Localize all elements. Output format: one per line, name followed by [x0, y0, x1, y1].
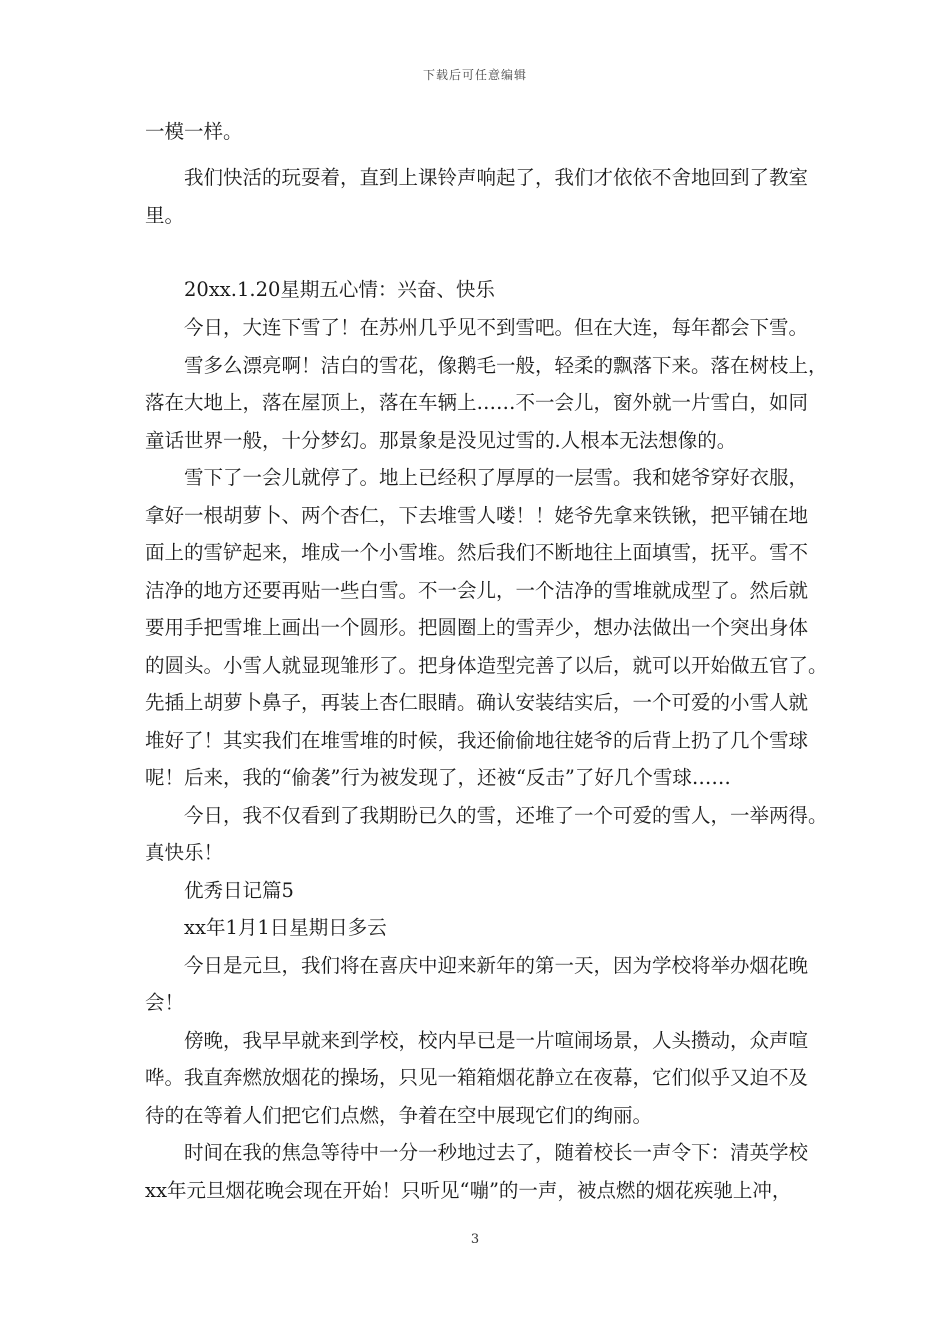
text-line: 会！: [145, 991, 185, 1014]
text-line: 堆好了！其实我们在堆雪堆的时候，我还偷偷地往姥爷的后背上扔了几个雪球: [145, 729, 809, 752]
diary-date-heading: 20xx.1.20星期五心情：兴奋、快乐: [184, 278, 495, 301]
text-line: 里。: [145, 204, 185, 227]
text-line: 拿好一根胡萝卜、两个杏仁，下去堆雪人喽！！姥爷先拿来铁锹，把平铺在地: [145, 504, 809, 527]
diary-date-heading: xx年1月1日星期日多云: [184, 916, 387, 939]
text-line: 真快乐！: [145, 841, 224, 864]
text-line: 我们快活的玩耍着，直到上课铃声响起了，我们才依依不舍地回到了教室: [184, 166, 809, 189]
text-line: 面上的雪铲起来，堆成一个小雪堆。然后我们不断地往上面填雪，抚平。雪不: [145, 541, 809, 564]
text-line: 待的在等着人们把它们点燃，争着在空中展现它们的绚丽。: [145, 1104, 653, 1127]
text-line: 今日，大连下雪了！在苏州几乎见不到雪吧。但在大连，每年都会下雪。: [184, 316, 809, 339]
text-line: xx年元旦烟花晚会现在开始！只听见“嘣”的一声，被点燃的烟花疾驰上冲，: [145, 1179, 792, 1202]
page-number: 3: [470, 1232, 480, 1247]
text-line: 哗。我直奔燃放烟花的操场，只见一箱箱烟花静立在夜幕，它们似乎又迫不及: [145, 1066, 809, 1089]
text-line: 傍晚，我早早就来到学校，校内早已是一片喧闹场景，人头攒动，众声喧: [184, 1029, 809, 1052]
text-line: 今日是元旦，我们将在喜庆中迎来新年的第一天，因为学校将举办烟花晚: [184, 954, 809, 977]
text-line: 童话世界一般，十分梦幻。那景象是没见过雪的.人根本无法想像的。: [145, 429, 737, 452]
page-header: 下载后可任意编辑: [422, 68, 527, 82]
text-line: 洁净的地方还要再贴一些白雪。不一会儿，一个洁净的雪堆就成型了。然后就: [145, 579, 809, 602]
text-line: 雪下了一会儿就停了。地上已经积了厚厚的一层雪。我和姥爷穿好衣服，: [184, 466, 809, 489]
text-line: 雪多么漂亮啊！洁白的雪花，像鹅毛一般，轻柔的飘落下来。落在树枝上，: [184, 354, 828, 377]
text-line: 的圆头。小雪人就显现雏形了。把身体造型完善了以后，就可以开始做五官了。: [145, 654, 828, 677]
text-line: 今日，我不仅看到了我期盼已久的雪，还堆了一个可爱的雪人，一举两得。: [184, 804, 828, 827]
text-line: 落在大地上，落在屋顶上，落在车辆上……不一会儿，窗外就一片雪白，如同: [145, 391, 809, 414]
text-line: 时间在我的焦急等待中一分一秒地过去了，随着校长一声令下：清英学校: [184, 1141, 809, 1164]
text-line: 要用手把雪堆上画出一个圆形。把圆圈上的雪弄少，想办法做出一个突出身体: [145, 616, 809, 639]
text-line: 先插上胡萝卜鼻子，再装上杏仁眼睛。确认安装结实后，一个可爱的小雪人就: [145, 691, 809, 714]
text-line: 呢！后来，我的“偷袭”行为被发现了，还被“反击”了好几个雪球……: [145, 766, 731, 789]
section-heading: 优秀日记篇5: [184, 879, 294, 902]
text-line: 一模一样。: [145, 120, 243, 143]
